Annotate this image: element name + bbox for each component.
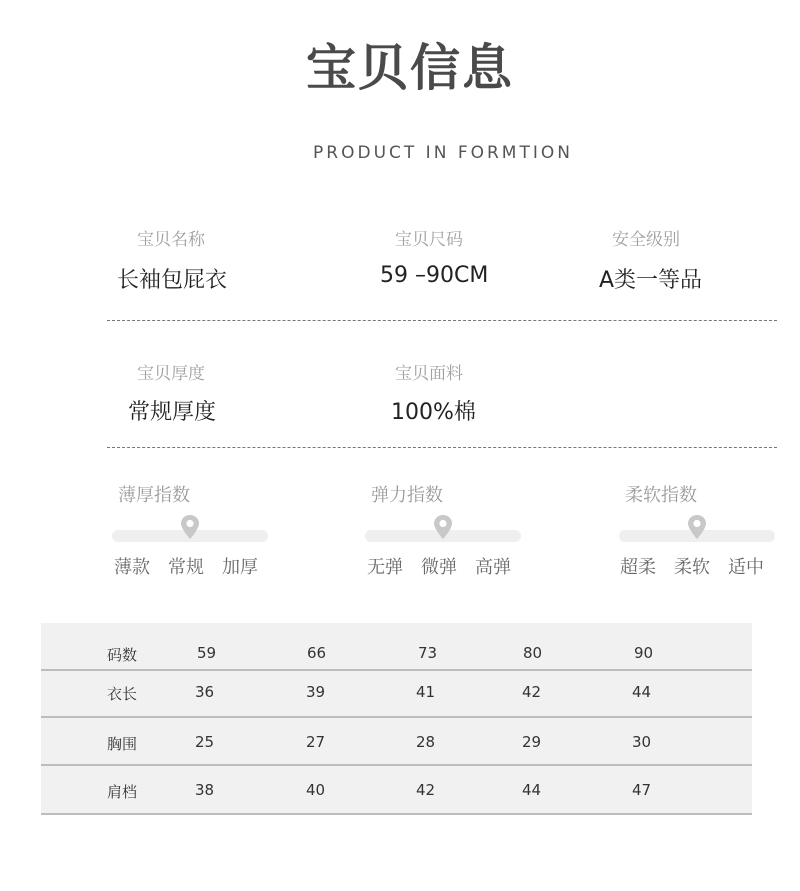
table-header-cell: 73 (418, 644, 438, 662)
divider (107, 447, 777, 448)
table-row (41, 671, 752, 716)
thickness-option: 薄款 (114, 557, 150, 578)
table-cell: 44 (522, 781, 542, 799)
thickness-label: 宝贝厚度 (137, 364, 205, 384)
fabric-label: 宝贝面料 (395, 364, 463, 384)
table-cell: 衣长 (107, 685, 138, 703)
softness-index-title: 柔软指数 (625, 485, 697, 506)
table-cell: 47 (632, 781, 652, 799)
table-header-cell: 80 (523, 644, 543, 662)
size-table (41, 623, 752, 815)
table-cell: 25 (195, 733, 215, 751)
table-header-cell: 90 (634, 644, 654, 662)
elasticity-option: 无弹 (367, 557, 403, 578)
table-header-cell: 66 (307, 644, 327, 662)
table-row (41, 766, 752, 813)
thickness-option: 加厚 (222, 557, 258, 578)
location-pin-icon (433, 514, 453, 540)
table-cell: 36 (195, 683, 215, 701)
safety-level-label: 安全级别 (612, 230, 680, 250)
table-cell: 41 (416, 683, 436, 701)
row-divider (41, 813, 752, 815)
table-cell: 44 (632, 683, 652, 701)
elasticity-option: 微弹 (421, 557, 457, 578)
page-title: 宝贝信息 (306, 39, 514, 97)
table-cell: 30 (632, 733, 652, 751)
product-size-label: 宝贝尺码 (395, 230, 463, 250)
page-subtitle: PRODUCT IN FORMTION (313, 143, 573, 163)
table-cell: 胸围 (107, 735, 138, 753)
table-cell: 肩档 (107, 783, 138, 801)
divider (107, 320, 777, 321)
table-cell: 29 (522, 733, 542, 751)
softness-option: 适中 (728, 557, 764, 578)
softness-option: 柔软 (674, 557, 710, 578)
thickness-option: 常规 (168, 557, 204, 578)
table-cell: 40 (306, 781, 326, 799)
table-cell: 38 (195, 781, 215, 799)
table-cell: 28 (416, 733, 436, 751)
table-cell: 27 (306, 733, 326, 751)
thickness-index-title: 薄厚指数 (118, 485, 190, 506)
table-header-cell: 码数 (107, 646, 138, 664)
softness-option: 超柔 (620, 557, 656, 578)
elasticity-option: 高弹 (475, 557, 511, 578)
table-header-cell: 59 (197, 644, 217, 662)
table-cell: 39 (306, 683, 326, 701)
product-name-label: 宝贝名称 (137, 230, 205, 250)
product-name-value: 长袖包屁衣 (117, 268, 228, 293)
fabric-value: 100%棉 (391, 400, 476, 425)
safety-level-value: A类一等品 (599, 268, 703, 293)
thickness-value: 常规厚度 (128, 400, 217, 425)
elasticity-index-title: 弹力指数 (371, 485, 443, 506)
table-row (41, 718, 752, 764)
table-cell: 42 (416, 781, 436, 799)
table-cell: 42 (522, 683, 542, 701)
table-header-row (41, 623, 752, 669)
location-pin-icon (687, 514, 707, 540)
location-pin-icon (180, 514, 200, 540)
product-size-value: 59 –90CM (380, 263, 489, 288)
